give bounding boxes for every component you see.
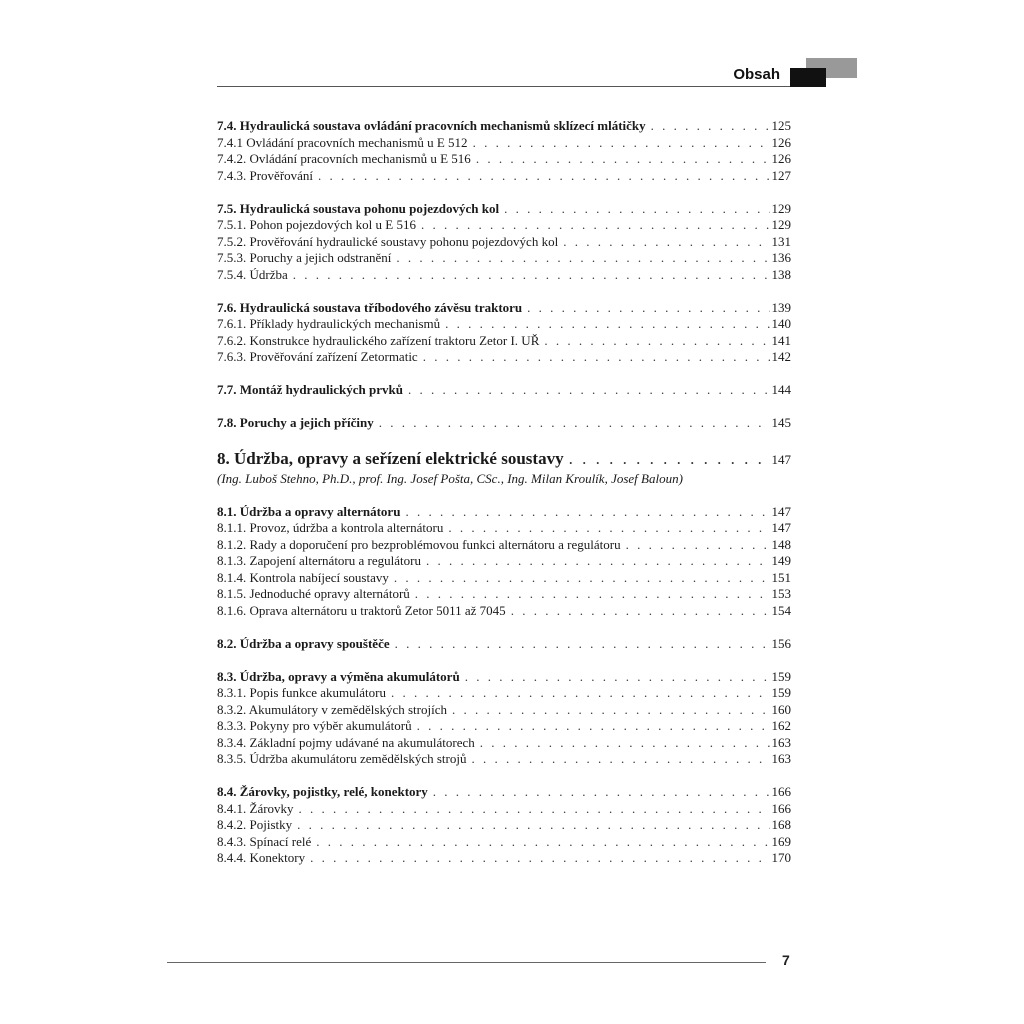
toc-leader xyxy=(405,504,769,521)
toc-label: 8.1.3. Zapojení alternátoru a regulátoru xyxy=(217,553,421,568)
toc-label: 8.1.4. Kontrola nabíjecí soustavy xyxy=(217,569,389,585)
toc-page: 142 xyxy=(771,349,791,364)
toc-item[interactable] xyxy=(217,333,791,350)
toc-page: 151 xyxy=(771,569,791,585)
toc-page: 163 xyxy=(771,751,791,766)
toc-item[interactable] xyxy=(217,168,791,185)
toc-label: 8.1.2. Rady a doporučení pro bezproblémovou funkci alternátoru a regulátoru xyxy=(217,536,621,552)
toc-label: 8.3.2. Akumulátory v zemědělských strojích xyxy=(217,701,447,717)
toc-label: 7.5. Hydraulická soustava pohonu pojezdových kol xyxy=(217,200,500,216)
toc-leader xyxy=(415,586,770,603)
toc-page: 149 xyxy=(771,553,791,568)
toc-label: 8.2. Údržba a opravy spouštěče xyxy=(217,635,390,651)
toc-page: 170 xyxy=(771,850,791,865)
toc-item[interactable] xyxy=(217,817,791,834)
toc-leader xyxy=(421,217,770,234)
toc-page: 159 xyxy=(771,668,791,684)
footer-rule xyxy=(167,962,766,963)
toc-page: 126 xyxy=(771,134,791,150)
toc-leader xyxy=(527,300,769,317)
toc-leader xyxy=(318,168,769,185)
toc-page: 139 xyxy=(771,299,791,315)
toc-page: 147 xyxy=(771,503,791,519)
toc-item[interactable] xyxy=(217,520,791,537)
toc-label: 7.8. Poruchy a jejich příčiny xyxy=(217,415,374,430)
toc-section[interactable] xyxy=(217,784,791,801)
toc-label: 7.4.3. Prověřování xyxy=(217,167,314,183)
toc-item[interactable] xyxy=(217,850,791,867)
toc-section[interactable] xyxy=(217,415,791,432)
toc-page: 163 xyxy=(771,734,791,750)
toc-item[interactable] xyxy=(217,537,791,554)
toc-label: 7.6.1. Příklady hydraulických mechanismů xyxy=(217,316,441,331)
toc-section[interactable] xyxy=(217,300,791,317)
toc-label: 8.1.6. Oprava alternátoru u traktorů Zetor 5011 až 7045 xyxy=(217,602,506,618)
toc-page: 147 xyxy=(771,452,791,467)
toc-item[interactable] xyxy=(217,718,791,735)
toc-page: 136 xyxy=(771,250,791,265)
toc-page: 156 xyxy=(771,635,791,651)
toc-label: 8.4.1. Žárovky xyxy=(217,800,294,816)
toc-chapter[interactable] xyxy=(217,448,791,470)
toc-page: 129 xyxy=(771,217,791,232)
toc-leader xyxy=(316,834,769,851)
toc-item[interactable] xyxy=(217,702,791,719)
toc-label: 7.7. Montáž hydraulických prvků xyxy=(217,382,403,397)
toc-label: 7.4.1 Ovládání pracovních mechanismů u E 512 xyxy=(217,134,468,150)
toc-page: 141 xyxy=(771,332,791,348)
toc-leader xyxy=(563,234,769,251)
toc-leader xyxy=(476,151,770,168)
toc-label: 7.5.4. Údržba xyxy=(217,266,288,282)
toc-page: 160 xyxy=(771,701,791,717)
toc-page: 127 xyxy=(771,167,791,183)
toc-section[interactable] xyxy=(217,382,791,399)
toc-item[interactable] xyxy=(217,834,791,851)
toc-item[interactable] xyxy=(217,685,791,702)
toc-label: 8.4.2. Pojistky xyxy=(217,817,293,832)
toc-section[interactable] xyxy=(217,201,791,218)
toc-leader xyxy=(651,118,770,135)
toc-item[interactable] xyxy=(217,234,791,251)
toc-page: 168 xyxy=(771,817,791,832)
toc-page: 138 xyxy=(771,266,791,282)
toc-leader xyxy=(310,850,769,867)
toc-leader xyxy=(465,669,770,686)
page-number: 7 xyxy=(782,952,790,968)
toc-page: 148 xyxy=(771,536,791,552)
toc-page: 145 xyxy=(771,415,791,430)
toc-label: 7.6.2. Konstrukce hydraulického zařízení traktoru Zetor I. UŘ xyxy=(217,332,540,348)
toc-leader xyxy=(293,267,770,284)
toc-leader xyxy=(544,333,769,350)
toc-label: 8.4.3. Spínací relé xyxy=(217,833,312,849)
chapter-authors: (Ing. Luboš Stehno, Ph.D., prof. Ing. Josef Pošta, CSc., Ing. Milan Kroulík, Josef Baloun) xyxy=(217,471,683,486)
toc-label: 8.3.3. Pokyny pro výběr akumulátorů xyxy=(217,718,412,733)
toc-item[interactable] xyxy=(217,135,791,152)
toc-leader xyxy=(379,415,770,432)
toc-leader xyxy=(471,751,769,768)
toc-page: 166 xyxy=(771,784,791,799)
toc-label: 8.3. Údržba, opravy a výměna akumulátorů xyxy=(217,668,460,684)
toc-label: 7.5.1. Pohon pojezdových kol u E 516 xyxy=(217,217,416,232)
toc-leader xyxy=(396,250,769,267)
toc-leader xyxy=(433,784,770,801)
toc-page: 144 xyxy=(771,382,791,397)
toc-leader xyxy=(504,201,769,218)
toc-label: 7.5.2. Prověřování hydraulické soustavy pohonu pojezdových kol xyxy=(217,233,559,249)
toc-label: 8.3.1. Popis funkce akumulátoru xyxy=(217,685,386,700)
toc-page: 153 xyxy=(771,586,791,601)
toc-page: 159 xyxy=(771,685,791,700)
toc-page: 125 xyxy=(771,118,791,133)
toc-section[interactable] xyxy=(217,636,791,653)
toc-item[interactable] xyxy=(217,217,791,234)
table-of-contents xyxy=(217,118,791,867)
toc-item[interactable] xyxy=(217,349,791,366)
toc-leader xyxy=(569,448,770,470)
toc-item[interactable] xyxy=(217,316,791,333)
toc-label: 7.6.3. Prověřování zařízení Zetormatic xyxy=(217,349,418,364)
toc-label: 7.4.2. Ovládání pracovních mechanismů u E 516 xyxy=(217,151,471,166)
toc-item[interactable] xyxy=(217,801,791,818)
toc-item[interactable] xyxy=(217,570,791,587)
toc-label: 8.1. Údržba a opravy alternátoru xyxy=(217,503,401,519)
toc-label: 8.3.5. Údržba akumulátoru zemědělských strojů xyxy=(217,751,467,766)
toc-leader xyxy=(511,603,770,620)
toc-page: 169 xyxy=(771,833,791,849)
toc-page: 162 xyxy=(771,718,791,733)
toc-leader xyxy=(423,349,770,366)
header-rule xyxy=(217,86,790,87)
toc-leader xyxy=(297,817,769,834)
toc-leader xyxy=(391,685,770,702)
toc-label: 8.3.4. Základní pojmy udávané na akumulátorech xyxy=(217,734,475,750)
toc-label: 7.5.3. Poruchy a jejich odstranění xyxy=(217,250,392,265)
toc-item[interactable] xyxy=(217,735,791,752)
toc-item[interactable] xyxy=(217,553,791,570)
toc-page: 154 xyxy=(771,602,791,618)
header-title: Obsah xyxy=(733,66,780,83)
toc-page: 129 xyxy=(771,200,791,216)
toc-leader xyxy=(448,520,769,537)
toc-leader xyxy=(452,702,770,719)
toc-leader xyxy=(417,718,770,735)
toc-leader xyxy=(299,801,770,818)
toc-leader xyxy=(426,553,770,570)
toc-label: 8.4. Žárovky, pojistky, relé, konektory xyxy=(217,784,428,799)
toc-label: 8.1.1. Provoz, údržba a kontrola alternátoru xyxy=(217,520,444,535)
toc-item[interactable] xyxy=(217,250,791,267)
toc-label: 7.6. Hydraulická soustava tříbodového závěsu traktoru xyxy=(217,299,523,315)
toc-chapter-label: 8. Údržba, opravy a seřízení elektrické soustavy xyxy=(217,449,564,468)
toc-item[interactable] xyxy=(217,586,791,603)
toc-item[interactable] xyxy=(217,603,791,620)
toc-leader xyxy=(480,735,770,752)
toc-leader xyxy=(408,382,770,399)
toc-leader xyxy=(394,570,770,587)
toc-label: 8.4.4. Konektory xyxy=(217,850,306,865)
toc-page: 166 xyxy=(771,800,791,816)
toc-section[interactable] xyxy=(217,669,791,686)
toc-page: 140 xyxy=(771,316,791,331)
toc-section[interactable] xyxy=(217,504,791,521)
toc-leader xyxy=(395,636,770,653)
toc-leader xyxy=(473,135,770,152)
toc-leader xyxy=(445,316,769,333)
toc-page: 131 xyxy=(771,233,791,249)
toc-label: 7.4. Hydraulická soustava ovládání pracovních mechanismů sklízecí mlátičky xyxy=(217,118,646,133)
toc-leader xyxy=(626,537,770,554)
toc-label: 8.1.5. Jednoduché opravy alternátorů xyxy=(217,586,410,601)
toc-page: 147 xyxy=(771,520,791,535)
toc-item[interactable] xyxy=(217,267,791,284)
toc-item[interactable] xyxy=(217,151,791,168)
header-black-block xyxy=(790,68,826,87)
toc-section[interactable] xyxy=(217,118,791,135)
toc-item[interactable] xyxy=(217,751,791,768)
toc-page: 126 xyxy=(771,151,791,166)
